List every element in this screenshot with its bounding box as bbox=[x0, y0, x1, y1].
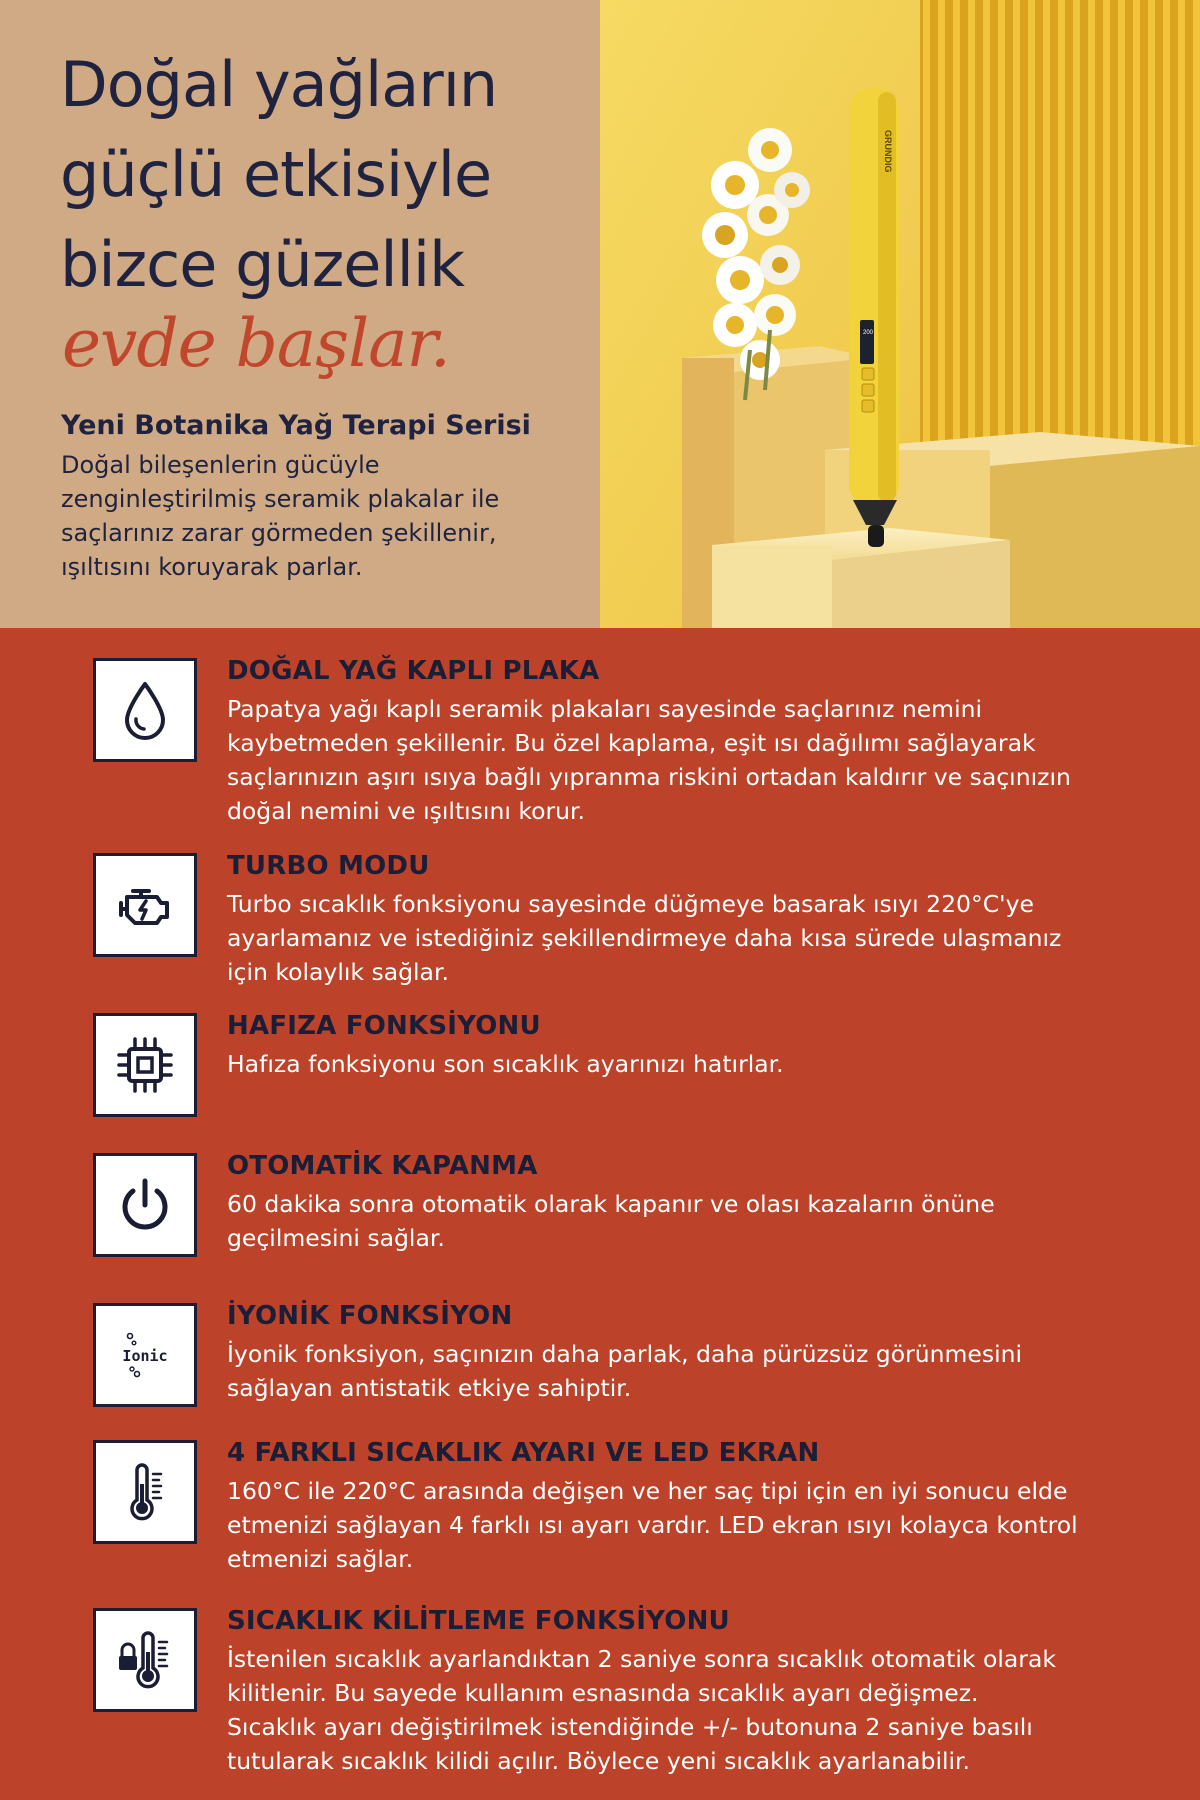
description-line: Doğal bileşenlerin gücüyle bbox=[61, 451, 380, 479]
feature-title: 4 FARKLI SICAKLIK AYARI VE LED EKRAN bbox=[227, 1438, 820, 1468]
feature-description: Turbo sıcaklık fonksiyonu sayesinde düğmeye basarak ısıyı 220°C'ye ayarlamanız ve istediğiniz şekillendirmeye daha kısa sürede ulaşmanız için kolaylık sağlar. bbox=[227, 890, 1062, 986]
feature-title: OTOMATİK KAPANMA bbox=[227, 1151, 538, 1181]
engine-icon bbox=[93, 853, 197, 957]
description bbox=[61, 448, 581, 584]
feature-title: SICAKLIK KİLİTLEME FONKSİYONU bbox=[227, 1606, 730, 1636]
features-list bbox=[0, 628, 1200, 1800]
feature-title: HAFIZA FONKSİYONU bbox=[227, 1011, 541, 1041]
feature-description: Hafıza fonksiyonu son sıcaklık ayarınızı hatırlar. bbox=[227, 1050, 784, 1078]
thermometer-icon bbox=[93, 1440, 197, 1544]
description-line: saçlarınız zarar görmeden şekillenir, bbox=[61, 519, 497, 547]
product-scene bbox=[600, 0, 1200, 628]
feature-title: İYONİK FONKSİYON bbox=[227, 1301, 513, 1331]
feature-title: DOĞAL YAĞ KAPLI PLAKA bbox=[227, 656, 600, 686]
hero-banner bbox=[0, 0, 1200, 628]
pedestal-front bbox=[712, 528, 1010, 628]
power-icon bbox=[93, 1153, 197, 1257]
hair-straightener bbox=[849, 88, 899, 547]
product-brand: GRUNDIG bbox=[883, 130, 893, 173]
water-drop-icon bbox=[93, 658, 197, 762]
feature-description: 160°C ile 220°C arasında değişen ve her saç tipi için en iyi sonucu elde etmenizi sağlayan 4 farklı ısı ayarı vardır. LED ekran ısıyı kolayca kontrol etmenizi sağlar. bbox=[227, 1477, 1078, 1573]
headline bbox=[60, 40, 497, 310]
chip-icon bbox=[93, 1013, 197, 1117]
ionic-icon bbox=[93, 1303, 197, 1407]
headline-line: bizce güzellik bbox=[60, 228, 464, 301]
headline-line: Doğal yağların bbox=[60, 48, 498, 121]
ionic-label: Ionic bbox=[122, 1347, 168, 1365]
feature-description: İyonik fonksiyon, saçınızın daha parlak, daha pürüzsüz görünmesini sağlayan antistatik etkiye sahiptir. bbox=[227, 1340, 1023, 1402]
feature-description: İstenilen sıcaklık ayarlandıktan 2 saniye sonra sıcaklık otomatik olarak kilitlenir. Bu sayede kullanım esnasında sıcaklık ayarı değişmez. Sıcaklık ayarı değiştirilmek istendiğinde +/- butonuna 2 saniye basılı tutularak sıcaklık kilidi açılır. Böylece yeni sıcaklık ayarlanabilir. bbox=[227, 1645, 1056, 1775]
feature-description: 60 dakika sonra otomatik olarak kapanır ve olası kazaların önüne geçilmesini sağlar. bbox=[227, 1190, 995, 1252]
headline-line: güçlü etkisiyle bbox=[60, 138, 492, 211]
subtitle: Yeni Botanika Yağ Terapi Serisi bbox=[61, 410, 531, 441]
feature-title: TURBO MODU bbox=[227, 851, 430, 881]
feature-description: Papatya yağı kaplı seramik plakaları sayesinde saçlarınız nemini kaybetmeden şekillenir. Bu özel kaplama, eşit ısı dağılımı sağlayarak saçlarınızın aşırı ısıya bağlı yıpranma riskini ortadan kaldırır ve saçınızın doğal nemini ve ışıltısını korur. bbox=[227, 695, 1071, 825]
description-line: zenginleştirilmiş seramik plakalar ile bbox=[61, 485, 500, 513]
hero-text-panel bbox=[0, 0, 600, 628]
lock-thermometer-icon bbox=[93, 1608, 197, 1712]
description-line: ışıltısını koruyarak parlar. bbox=[61, 553, 363, 581]
product-display: 200 bbox=[863, 330, 874, 336]
product-image bbox=[600, 0, 1200, 628]
headline-italic: evde başlar. bbox=[62, 305, 450, 382]
